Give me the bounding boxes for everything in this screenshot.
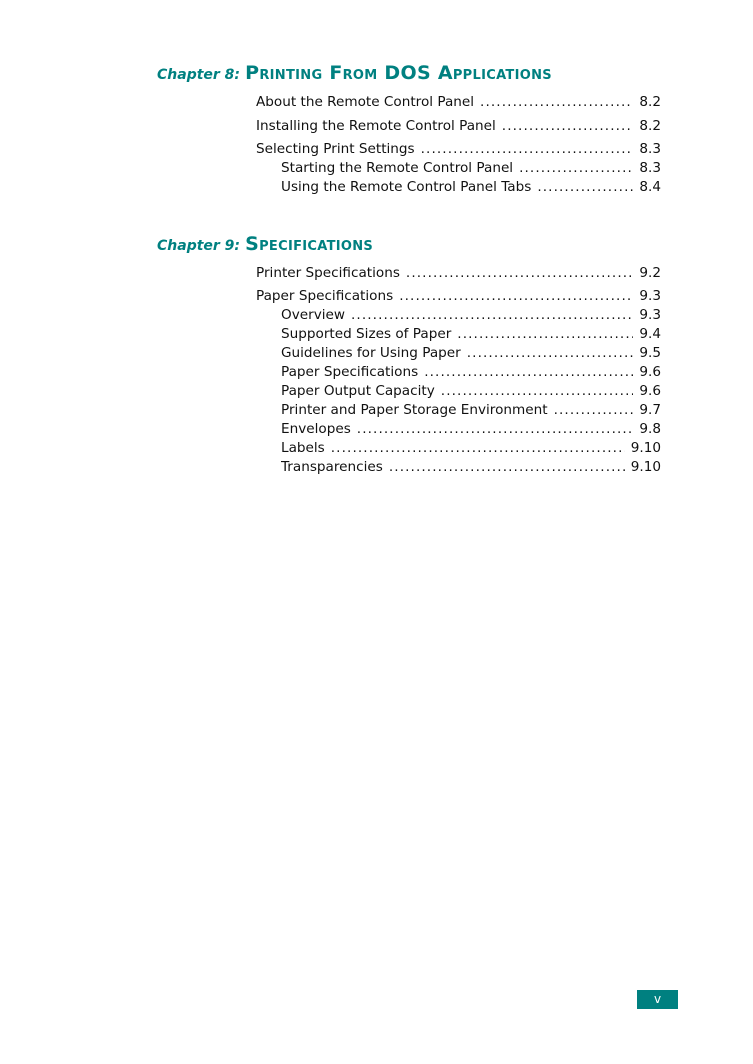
toc-entry-text: Printer and Paper Storage Environment (281, 402, 548, 418)
toc-entry-text: Using the Remote Control Panel Tabs (281, 179, 532, 195)
toc-page-number: 9.10 (630, 459, 661, 475)
toc-page-number: 9.4 (639, 326, 661, 342)
toc-leader-dots (357, 420, 634, 439)
toc-page-number: 9.10 (630, 440, 661, 456)
toc-entry-text: Envelopes (281, 421, 351, 437)
toc-page-number: 8.3 (639, 160, 661, 176)
toc-entry[interactable] (256, 140, 661, 159)
toc-page-number: 8.2 (639, 94, 661, 110)
toc-leader-dots (406, 264, 633, 283)
chapter-9-heading (157, 233, 373, 255)
toc-leader-dots (424, 363, 633, 382)
toc-subentry[interactable] (281, 363, 661, 382)
toc-subentry[interactable] (281, 344, 661, 363)
toc-entry-text: Installing the Remote Control Panel (256, 118, 496, 134)
chapter-label: Chapter 8: (157, 67, 241, 83)
toc-leader-dots (441, 382, 634, 401)
toc-subentry[interactable] (281, 458, 661, 477)
toc-leader-dots (457, 325, 633, 344)
toc-leader-dots (480, 93, 633, 112)
chapter-8-heading (157, 62, 552, 84)
chapter-title: Specifications (245, 233, 374, 255)
toc-entry-text: Labels (281, 440, 325, 456)
toc-subentry[interactable] (281, 439, 661, 458)
toc-entry-text: Starting the Remote Control Panel (281, 160, 514, 176)
toc-entry[interactable] (256, 117, 661, 136)
toc-subentry[interactable] (281, 306, 661, 325)
toc-entry-text: Guidelines for Using Paper (281, 345, 461, 361)
chapter-title: Printing From DOS Applications (245, 62, 552, 84)
toc-page-number: 9.7 (639, 402, 661, 418)
toc-entry-text: About the Remote Control Panel (256, 94, 475, 110)
toc-page-number: 8.2 (639, 118, 661, 134)
toc-entry-text: Overview (281, 307, 345, 323)
toc-subentry[interactable] (281, 178, 661, 197)
page-number-badge: v (637, 990, 678, 1009)
toc-leader-dots (399, 287, 633, 306)
toc-leader-dots (421, 140, 634, 159)
toc-subentry[interactable] (281, 401, 661, 420)
toc-page-number: 9.3 (639, 307, 661, 323)
toc-page-number: 9.5 (639, 345, 661, 361)
toc-entry-text: Paper Output Capacity (281, 383, 435, 399)
toc-leader-dots (537, 178, 633, 197)
toc-subentry[interactable] (281, 420, 661, 439)
toc-leader-dots (467, 344, 634, 363)
toc-page-number: 8.3 (639, 141, 661, 157)
toc-entry-text: Supported Sizes of Paper (281, 326, 452, 342)
toc-page-number: 9.3 (639, 288, 661, 304)
toc-entry-text: Selecting Print Settings (256, 141, 415, 157)
toc-entry-text: Transparencies (281, 459, 383, 475)
toc-leader-dots (502, 117, 634, 136)
toc-subentry[interactable] (281, 159, 661, 178)
toc-page-number: 8.4 (639, 179, 661, 195)
toc-entry[interactable] (256, 264, 661, 283)
toc-leader-dots (389, 458, 625, 477)
toc-leader-dots (351, 306, 633, 325)
toc-entry[interactable] (256, 93, 661, 112)
toc-page-number: 9.6 (639, 383, 661, 399)
toc-leader-dots (554, 401, 634, 420)
toc-page-number: 9.6 (639, 364, 661, 380)
toc-subentry[interactable] (281, 382, 661, 401)
toc-entry-text: Paper Specifications (281, 364, 419, 380)
toc-entry-text: Paper Specifications (256, 288, 394, 304)
toc-subentry[interactable] (281, 325, 661, 344)
toc-leader-dots (331, 439, 625, 458)
toc-entry-text: Printer Specifications (256, 265, 400, 281)
toc-page-number: 9.2 (639, 265, 661, 281)
toc-page-number: 9.8 (639, 421, 661, 437)
chapter-label: Chapter 9: (157, 238, 241, 254)
toc-entry[interactable] (256, 287, 661, 306)
toc-leader-dots (519, 159, 633, 178)
